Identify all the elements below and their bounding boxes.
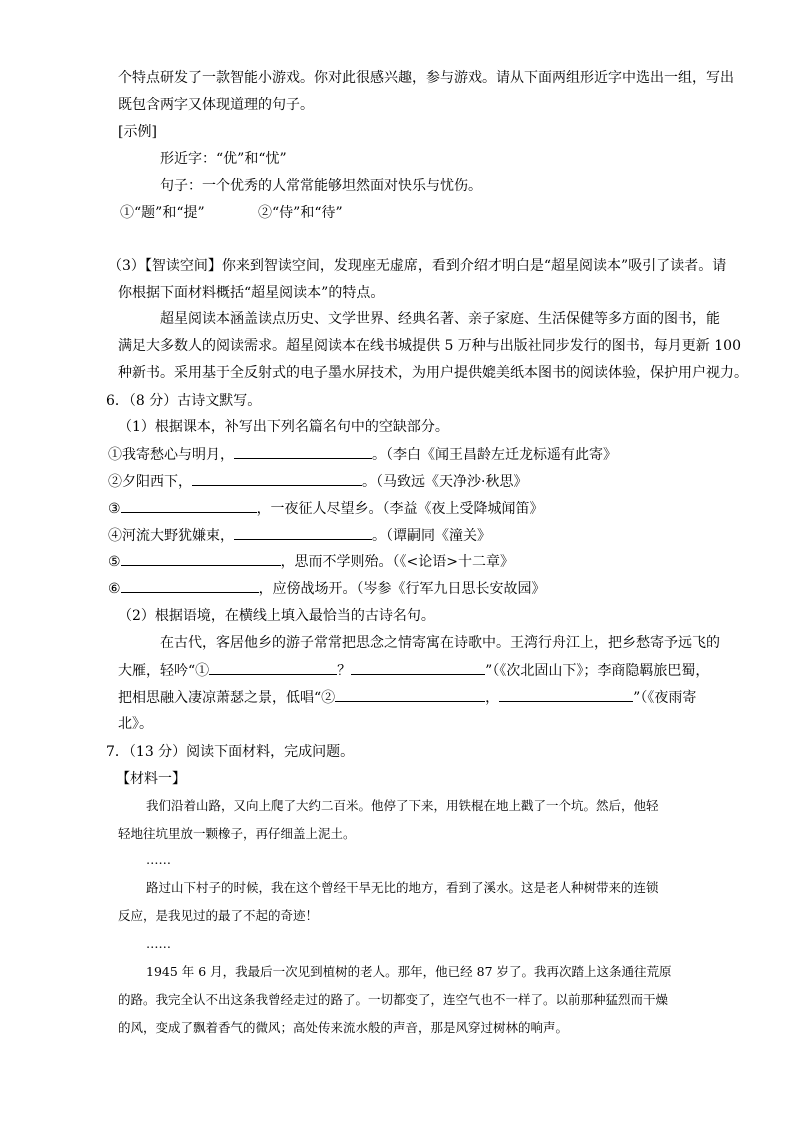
answer-blank-6[interactable]: [121, 578, 259, 593]
material-1-label: 【材料一】: [116, 771, 186, 787]
comma: ，: [485, 690, 500, 706]
char-option-1: ①“题”和“提”: [120, 205, 205, 221]
poem-line-6-prefix: ⑥: [108, 581, 121, 597]
poem-line-4-prefix: ④河流大野犹嫌束，: [108, 528, 234, 544]
material-line3: 种新书。采用基于全反射式的电子墨水屏技术，为用户提供媲美纸本图书的阅读体验，保护用户视力。: [118, 365, 748, 381]
material-line1: 超星阅读本涵盖读点历史、文学世界、经典名著、亲子家庭、生活保健等多方面的图书，能: [160, 311, 720, 327]
poem-line-6: [108, 578, 546, 599]
context-line3-suffix: ”（《夜雨寄: [633, 690, 697, 706]
poem-line-2-prefix: ②夕阳西下，: [108, 474, 192, 490]
q6-heading: 6．（8 分）古诗文默写。: [106, 393, 262, 409]
passage-line4: 反应，是我见过的最了不起的奇迹！: [118, 908, 319, 923]
answer-blank-2[interactable]: [192, 471, 362, 486]
example-sentence: 句子：一个优秀的人常常能够坦然面对快乐与忧伤。: [160, 178, 482, 194]
poem-line-4: [108, 525, 491, 546]
context-line2: [118, 660, 709, 681]
context-line4: 北》。: [118, 716, 153, 732]
poem-line-5-source: ，思而不学则殆。（《<论语>十二章》: [280, 554, 515, 570]
context-line3-prefix: 把相思融入凄凉萧瑟之景，低唱“②: [118, 690, 336, 706]
poem-line-3-prefix: ③: [108, 501, 121, 517]
example-label: [示例]: [118, 124, 157, 140]
poem-line-2: [108, 471, 527, 492]
answer-blank-8a[interactable]: [335, 687, 485, 702]
q6-sub2: （2）根据语境，在横线上填入最恰当的古诗名句。: [118, 608, 435, 624]
material-line2: 满足大多数人的阅读需求。超星阅读本在线书城提供 5 万种与出版社同步发行的图书，每月更新 100: [118, 338, 741, 354]
context-line2-prefix: 大雁，轻吟“①: [118, 663, 210, 679]
char-option-2: ②“侍”和“待”: [258, 205, 343, 221]
poem-line-1-source: 。（李白《闻王昌龄左迁龙标遥有此寄》: [372, 447, 617, 463]
passage-line5: 1945 年 6 月，我最后一次见到植树的老人。那年，他已经 87 岁了。我再次踏上这条通往荒原: [146, 964, 672, 979]
poem-line-1: [108, 444, 617, 465]
example-chars: 形近字：“优”和“忧”: [160, 151, 287, 167]
answer-blank-7b[interactable]: [351, 660, 485, 675]
passage-line1: 我们沿着山路，又向上爬了大约二百米。他停了下来，用铁棍在地上戳了一个坑。然后，他轻: [146, 798, 659, 813]
q5-text-line2: 既包含两字又体现道理的句子。: [118, 97, 314, 113]
q5-text-line1: 个特点研发了一款智能小游戏。你对此很感兴趣，参与游戏。请从下面两组形近字中选出一组，写出: [118, 70, 734, 86]
context-line3: [118, 687, 696, 708]
passage-line6: 的路。我完全认不出这条我曾经走过的路了。一切都变了，连空气也不一样了。以前那种猛烈而干燥: [118, 992, 669, 1007]
poem-line-5-prefix: ⑤: [108, 554, 121, 570]
poem-line-3-source: ，一夜征人尽望乡。（李益《夜上受降城闻笛》: [256, 501, 544, 517]
passage-line2: 轻地往坑里放一颗橡子，再仔细盖上泥土。: [118, 826, 356, 841]
q5-3-line2: 你根据下面材料概括“超星阅读本”的特点。: [118, 285, 385, 301]
answer-blank-4[interactable]: [234, 525, 372, 540]
poem-line-4-source: 。（谭嗣同《潼关》: [372, 528, 491, 544]
answer-blank-5[interactable]: [121, 551, 281, 566]
poem-line-3: [108, 498, 544, 519]
question-mark: ？: [337, 663, 352, 679]
answer-blank-8b[interactable]: [499, 687, 633, 702]
answer-blank-7a[interactable]: [209, 660, 337, 675]
passage-line7: 的风，变成了飘着香气的微风；高处传来流水般的声音，那是风穿过树林的响声。: [118, 1020, 569, 1035]
answer-blank-3[interactable]: [121, 498, 257, 513]
ellipsis-1: ……: [146, 852, 171, 867]
passage-line3: 路过山下村子的时候，我在这个曾经干旱无比的地方，看到了溪水。这是老人种树带来的连锁: [146, 880, 659, 895]
poem-line-6-source: ，应傍战场开。（岑参《行军九日思长安故园》: [258, 581, 546, 597]
q5-3-line1: （3）【智读空间】你来到智读空间，发现座无虚席，看到介绍才明白是“超星阅读本”吸引了读者。请: [108, 258, 727, 274]
context-line1: 在古代，客居他乡的游子常常把思念之情寄寓在诗歌中。王湾行舟江上，把乡愁寄予远飞的: [160, 635, 720, 651]
context-line2-suffix: ”（《次北固山下》；李商隐羁旅巴蜀，: [485, 663, 710, 679]
poem-line-5: [108, 551, 514, 572]
q7-heading: 7．（13 分）阅读下面材料，完成问题。: [106, 744, 355, 760]
answer-blank-1[interactable]: [234, 444, 372, 459]
q6-sub1: （1）根据课本，补写出下列名篇名句中的空缺部分。: [118, 419, 449, 435]
ellipsis-2: ……: [146, 936, 171, 951]
poem-line-2-source: 。（马致远《天净沙·秋思》: [362, 474, 528, 490]
poem-line-1-prefix: ①我寄愁心与明月，: [108, 447, 234, 463]
